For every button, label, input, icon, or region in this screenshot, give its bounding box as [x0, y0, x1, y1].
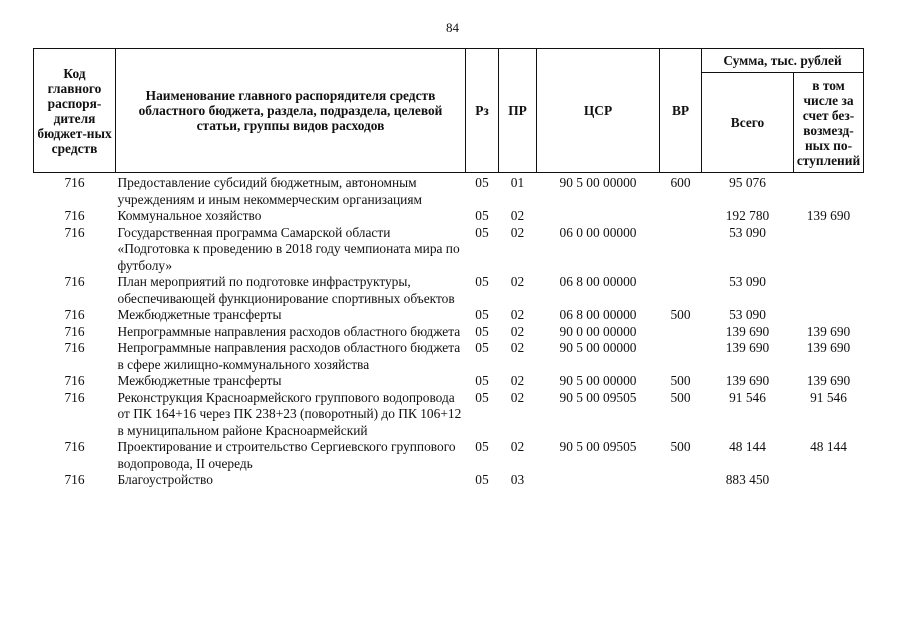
cell-name: Государственная программа Самарской области «Подготовка к проведению в 2018 году чемпионата мира по футболу» [117, 224, 460, 273]
cell-csr: 90 5 00 09505 [559, 439, 637, 454]
cell-name: Проектирование и строительство Сергиевского группового водопровода, II очередь [117, 439, 456, 471]
cell-vr [660, 208, 702, 225]
cell-free-receipts: 139 690 [806, 208, 851, 223]
table-row [34, 324, 864, 341]
cell-rz: 05 [475, 274, 489, 289]
cell-rz: 05 [475, 373, 489, 388]
cell-csr: 06 8 00 00000 [559, 274, 637, 289]
cell-csr: 90 5 00 09505 [559, 389, 637, 405]
header-csr: ЦСР [537, 49, 660, 173]
cell-vr: 500 [670, 373, 691, 388]
cell-rz: 05 [475, 439, 489, 454]
cell-name: Реконструкция Красноармейского группового водопровода от ПК 164+16 через ПК 238+23 (поворотный) до ПК 106+12 в муниципальном районе Красноармейский [117, 389, 462, 438]
cell-rz: 05 [475, 389, 489, 405]
cell-free-receipts: 139 690 [806, 323, 851, 339]
cell-total: 91 546 [729, 389, 766, 405]
page-number: 84 [446, 20, 459, 35]
cell-pr: 02 [510, 323, 525, 339]
header-vr: ВР [660, 49, 702, 173]
cell-pr: 03 [510, 472, 525, 487]
cell-vr: 600 [670, 175, 691, 190]
cell-pr: 02 [510, 340, 525, 355]
cell-name: Межбюджетные трансферты [117, 373, 282, 388]
cell-vr [660, 324, 702, 341]
cell-free-receipts [794, 225, 864, 275]
cell-free-receipts: 48 144 [810, 439, 847, 454]
cell-pr: 02 [510, 307, 525, 322]
cell-free-receipts [794, 307, 864, 324]
cell-free-receipts: 91 546 [810, 389, 847, 405]
cell-pr: 02 [510, 439, 525, 454]
cell-code: 716 [64, 323, 85, 339]
cell-rz: 05 [475, 472, 489, 487]
cell-free-receipts [794, 472, 864, 489]
cell-code: 716 [64, 307, 85, 322]
table-body [34, 173, 864, 489]
cell-name: План мероприятий по подготовке инфраструктуры, обеспечивающей функционирование спортивных объектов [117, 274, 455, 306]
table-row [34, 307, 864, 324]
cell-csr: 90 5 00 00000 [559, 340, 637, 355]
cell-pr: 02 [510, 224, 525, 240]
header-sum-group: Сумма, тыс. рублей [702, 49, 864, 73]
cell-vr [660, 340, 702, 373]
cell-vr: 500 [670, 439, 691, 454]
cell-csr: 06 8 00 00000 [559, 307, 637, 322]
cell-free-receipts [794, 173, 864, 209]
cell-vr: 500 [670, 389, 691, 405]
cell-code: 716 [64, 224, 85, 240]
cell-rz: 05 [475, 175, 489, 190]
cell-rz: 05 [475, 323, 489, 339]
cell-csr: 90 0 00 00000 [559, 323, 637, 339]
cell-pr: 02 [510, 208, 525, 223]
header-rz: Рз [466, 49, 499, 173]
cell-csr: 90 5 00 00000 [559, 373, 637, 388]
cell-total: 53 090 [729, 224, 766, 240]
cell-free-receipts: 139 690 [806, 373, 851, 388]
cell-total: 139 690 [725, 323, 770, 339]
header-name: Наименование главного распорядителя средств областного бюджета, раздела, подраздела, целевой статьи, группы видов расходов [116, 49, 466, 173]
cell-code: 716 [64, 340, 85, 355]
cell-name: Предоставление субсидий бюджетным, автономным учреждениям и иным некоммерческим организациям [117, 175, 422, 207]
cell-name: Межбюджетные трансферты [117, 307, 282, 322]
cell-free-receipts [794, 274, 864, 307]
table-header [34, 49, 864, 173]
cell-code: 716 [64, 208, 85, 223]
cell-name: Коммунальное хозяйство [117, 208, 262, 223]
cell-pr: 02 [510, 274, 525, 289]
cell-total: 53 090 [729, 307, 766, 322]
table-row [34, 373, 864, 390]
cell-total: 883 450 [725, 472, 770, 487]
cell-total: 139 690 [725, 373, 770, 388]
cell-vr [660, 472, 702, 489]
cell-rz: 05 [475, 307, 489, 322]
cell-csr [537, 208, 660, 225]
table-row [34, 173, 864, 209]
cell-vr [660, 274, 702, 307]
cell-code: 716 [64, 389, 85, 405]
table-row [34, 225, 864, 275]
cell-vr: 500 [670, 307, 691, 322]
table-row [34, 274, 864, 307]
cell-total: 95 076 [729, 175, 766, 190]
cell-name: Непрограммные направления расходов областного бюджета [117, 323, 461, 339]
cell-csr: 06 0 00 00000 [559, 224, 637, 240]
table-row [34, 472, 864, 489]
cell-total: 192 780 [725, 208, 770, 223]
cell-code: 716 [64, 175, 85, 190]
cell-total: 53 090 [729, 274, 766, 289]
cell-free-receipts: 139 690 [806, 340, 851, 355]
header-total: Всего [702, 73, 794, 173]
budget-table [33, 48, 864, 489]
cell-rz: 05 [475, 340, 489, 355]
cell-code: 716 [64, 274, 85, 289]
header-free-receipts: в том числе за счет без-возмезд-ных по-ступлений [794, 73, 864, 173]
cell-rz: 05 [475, 208, 489, 223]
cell-pr: 01 [510, 175, 525, 190]
cell-total: 139 690 [725, 340, 770, 355]
cell-total: 48 144 [729, 439, 766, 454]
cell-pr: 02 [510, 373, 525, 388]
header-pr: ПР [499, 49, 537, 173]
table-row [34, 340, 864, 373]
cell-code: 716 [64, 472, 85, 487]
cell-name: Благоустройство [117, 472, 213, 487]
cell-pr: 02 [510, 389, 525, 405]
table-row [34, 390, 864, 440]
cell-rz: 05 [475, 224, 489, 240]
cell-vr [660, 225, 702, 275]
cell-name: Непрограммные направления расходов областного бюджета в сфере жилищно-коммунального хозяйства [117, 340, 461, 372]
cell-code: 716 [64, 439, 85, 454]
header-code: Код главного распоря-дителя бюджет-ных средств [34, 49, 116, 173]
table-row [34, 439, 864, 472]
cell-code: 716 [64, 373, 85, 388]
table-row [34, 208, 864, 225]
cell-csr: 90 5 00 00000 [559, 175, 637, 190]
cell-csr [537, 472, 660, 489]
